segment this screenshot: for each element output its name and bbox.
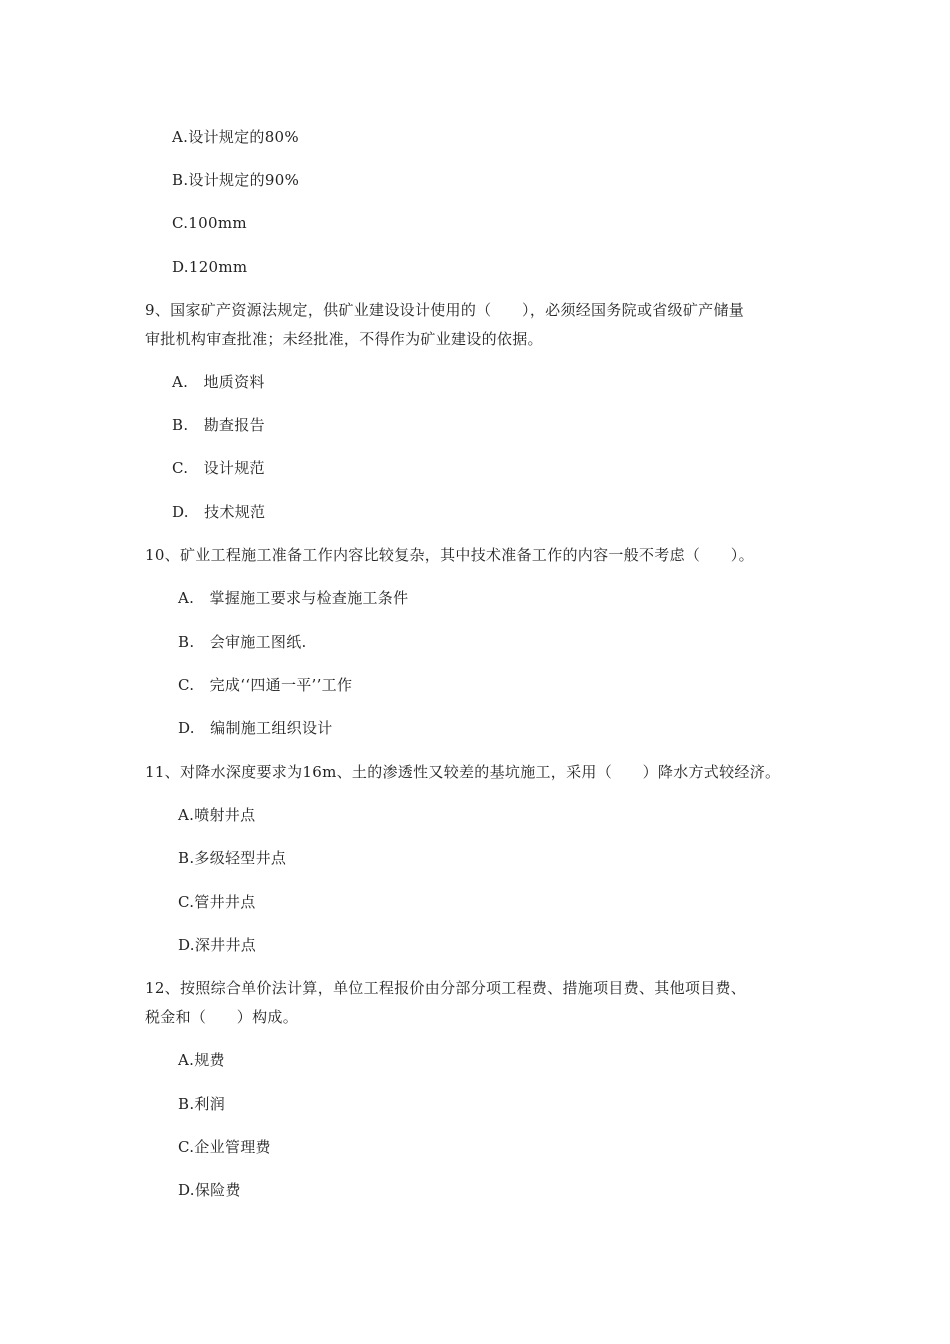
option-text: D.120mm: [172, 258, 248, 276]
option-text: A.规费: [178, 1051, 225, 1069]
option-text: B.利润: [178, 1095, 225, 1113]
option-text: D.保险费: [178, 1181, 241, 1199]
option-text: D. 编制施工组织设计: [178, 719, 333, 737]
question-text: 10、矿业工程施工准备工作内容比较复杂，其中技术准备工作的内容一般不考虑（ ）。: [145, 546, 754, 564]
option-text: C. 完成‘‘四通一平’’工作: [178, 676, 353, 694]
question-text: 审批机构审查批准；未经批准，不得作为矿业建设的依据。: [145, 330, 543, 348]
option-text: B.多级轻型井点: [178, 849, 287, 867]
option-text: B.设计规定的90%: [172, 171, 300, 189]
option-text: B. 勘查报告: [172, 416, 265, 434]
option-text: C. 设计规范: [172, 459, 265, 477]
option-text: A. 掌握施工要求与检查施工条件: [178, 589, 409, 607]
question-text: 11、对降水深度要求为16m、土的渗透性又较差的基坑施工，采用（ ）降水方式较经济。: [145, 763, 781, 781]
question-text: 9、国家矿产资源法规定，供矿业建设设计使用的（ ），必须经国务院或省级矿产储量: [145, 301, 745, 319]
question-text: 12、按照综合单价法计算，单位工程报价由分部分项工程费、措施项目费、其他项目费、: [145, 979, 747, 997]
option-text: D.深井井点: [178, 936, 257, 954]
option-text: C.企业管理费: [178, 1138, 271, 1156]
option-text: C.管井井点: [178, 893, 256, 911]
question-text: 税金和（ ）构成。: [145, 1008, 299, 1026]
option-text: C.100mm: [172, 214, 247, 232]
option-text: D. 技术规范: [172, 503, 266, 521]
option-text: A.设计规定的80%: [172, 128, 299, 146]
option-text: A. 地质资料: [172, 373, 265, 391]
option-text: B. 会审施工图纸.: [178, 633, 307, 651]
option-text: A.喷射井点: [178, 806, 256, 824]
